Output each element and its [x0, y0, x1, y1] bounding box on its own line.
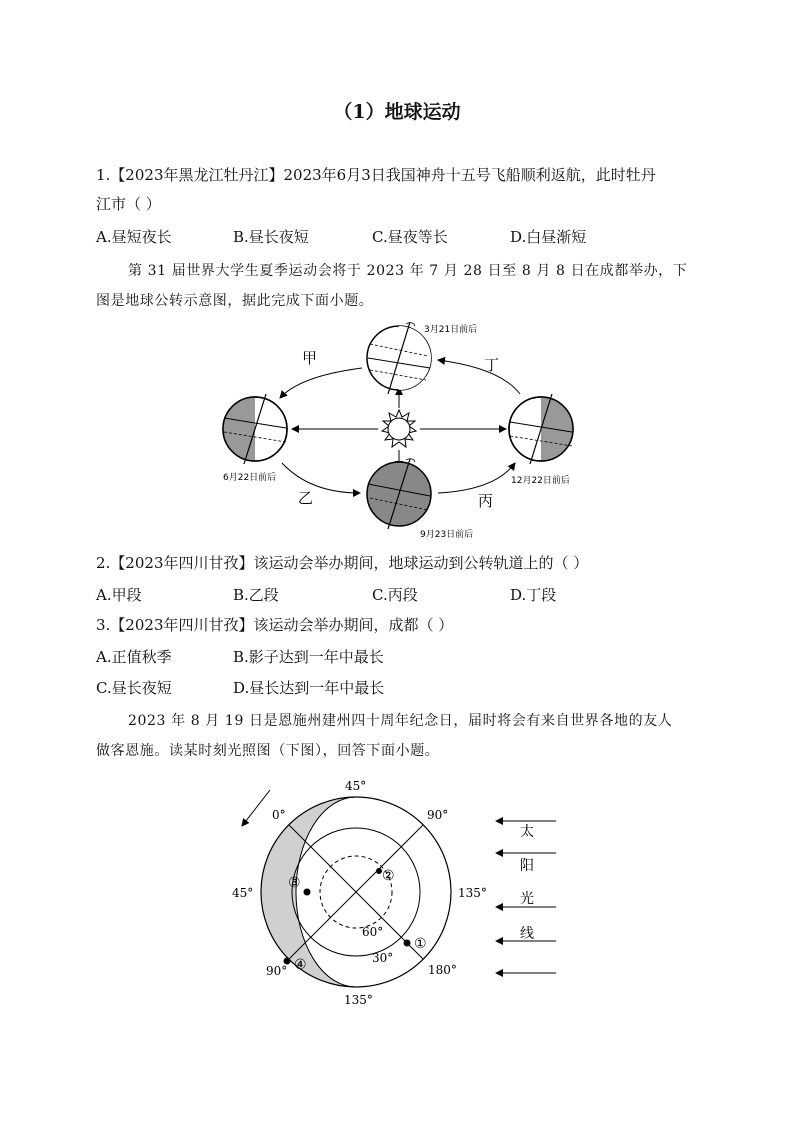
earth-orbit-diagram [210, 318, 590, 544]
date-summer-label: 6月22日前后 [223, 473, 277, 483]
orbit-arrow-bing [438, 463, 515, 493]
segment-jia-label: 甲 [302, 349, 318, 367]
point-2-label: ② [382, 868, 395, 884]
longitude-upper-left-label: 0° [272, 808, 286, 822]
q3-option-d[interactable]: D.昼长达到一年中最长 [233, 679, 385, 697]
point-3-label: ③ [288, 875, 301, 891]
q1-option-b[interactable]: B.昼长夜短 [233, 228, 309, 246]
earth-winter-solstice [509, 394, 573, 464]
longitude-bottom-label: 135° [344, 993, 373, 1007]
date-spring-label: 3月21日前后 [424, 325, 478, 335]
earth-spring-equinox [367, 322, 431, 394]
q3-stem: 3.【2023年四川甘孜】该运动会举办期间，成都（ ） [96, 616, 454, 634]
q3-option-c[interactable]: C.昼长夜短 [96, 679, 172, 697]
page-title: （1）地球运动 [333, 101, 461, 123]
point-1-label: ① [414, 936, 427, 952]
longitude-lower-left-label: 90° [266, 964, 288, 978]
orbit-arrow-jia [280, 368, 362, 398]
q1-stem-line1: 1.【2023年黑龙江牡丹江】2023年6月3日我国神舟十五号飞船顺利返航，此时牡丹 [96, 166, 656, 184]
longitude-top-label: 45° [345, 779, 367, 793]
point-4-label: ④ [294, 957, 307, 973]
q1-option-c[interactable]: C.昼夜等长 [372, 228, 448, 246]
sunlight-char-4: 线 [520, 926, 534, 942]
q3-option-a[interactable]: A.正值秋季 [96, 648, 172, 666]
intro1-line2: 图是地球公转示意图，据此完成下面小题。 [96, 293, 374, 309]
q3-option-b[interactable]: B.影子达到一年中最长 [233, 648, 384, 666]
earth-autumn-equinox [367, 459, 431, 529]
q2-option-d[interactable]: D.丁段 [510, 586, 557, 604]
orbit-arrow-yi [282, 463, 360, 493]
intro2-line1: 2023 年 8 月 19 日是恩施州建州四十周年纪念日，届时将会有来自世界各地的友人 [128, 713, 673, 729]
intro2-line2: 做客恩施。读某时刻光照图（下图），回答下面小题。 [96, 743, 440, 759]
latitude-60-label: 60° [362, 925, 384, 939]
q1-stem-line2: 江市（ ） [96, 195, 161, 213]
segment-yi-label: 乙 [298, 489, 314, 507]
sunlight-char-1: 太 [520, 824, 534, 840]
polar-illumination-diagram [220, 770, 580, 1015]
sunlight-char-2: 阳 [520, 858, 534, 874]
earth-summer-solstice [223, 394, 287, 464]
longitude-right-label: 135° [458, 886, 487, 900]
q2-stem: 2.【2023年四川甘孜】该运动会举办期间，地球运动到公转轨道上的（ ） [96, 554, 589, 572]
rotation-direction-arrow [242, 790, 270, 826]
intro1-line1: 第 31 届世界大学生夏季运动会将于 2023 年 7 月 28 日至 8 月 8 日在成都举办，下 [128, 263, 688, 279]
date-autumn-label: 9月23日前后 [420, 530, 474, 540]
q2-option-a[interactable]: A.甲段 [96, 586, 142, 604]
q1-option-d[interactable]: D.白昼渐短 [510, 228, 587, 246]
segment-bing-label: 丙 [478, 492, 494, 510]
date-winter-label: 12月22日前后 [511, 476, 570, 486]
longitude-lower-right-label: 180° [428, 963, 457, 977]
longitude-left-label: 45° [232, 886, 254, 900]
q2-option-c[interactable]: C.丙段 [372, 586, 418, 604]
latitude-30-label: 30° [372, 951, 394, 965]
orbit-arrow-ding [438, 360, 520, 394]
q1-option-a[interactable]: A.昼短夜长 [96, 228, 172, 246]
segment-ding-label: 丁 [484, 356, 500, 374]
sun-icon [382, 410, 416, 447]
longitude-upper-right-label: 90° [427, 808, 449, 822]
q2-option-b[interactable]: B.乙段 [233, 586, 279, 604]
sunlight-char-3: 光 [520, 891, 534, 907]
